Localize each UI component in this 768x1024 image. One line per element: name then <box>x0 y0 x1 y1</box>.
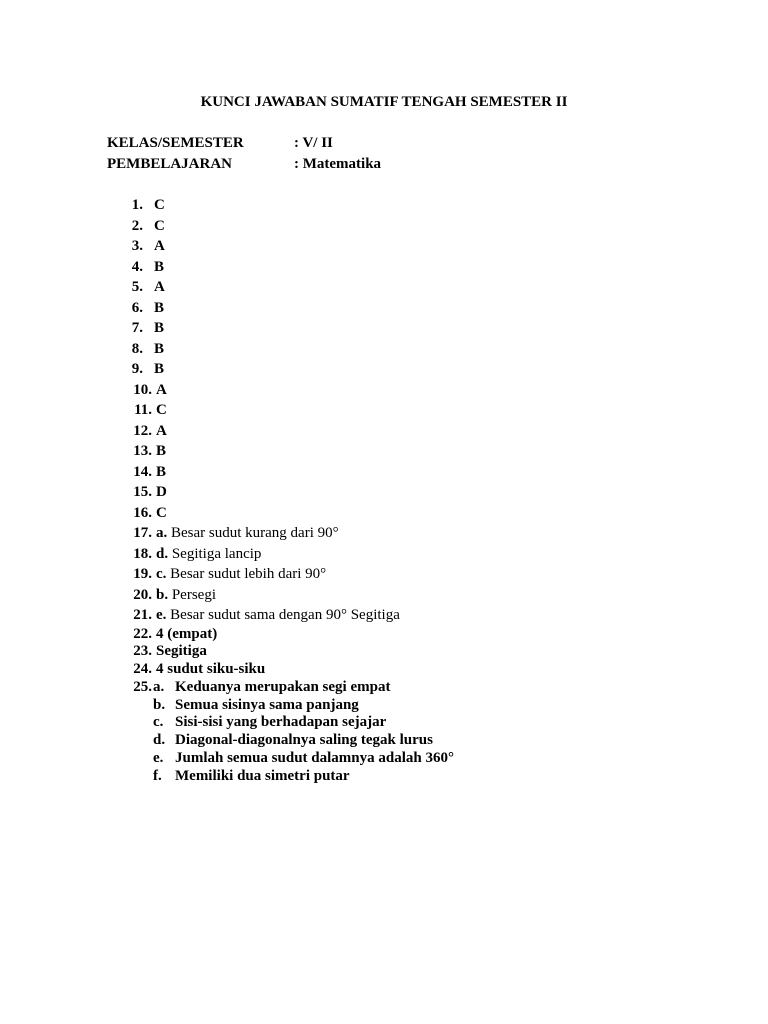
answer-number: 5. <box>131 279 143 295</box>
answer-item <box>107 236 165 256</box>
meta-value: : Matematika <box>294 156 382 172</box>
answer-option-text: Besar sudut kurang dari 90° <box>171 525 339 541</box>
answer-number: 23. <box>133 643 152 660</box>
answer-item <box>107 585 216 605</box>
answer-item <box>107 195 165 215</box>
answer-item <box>107 216 165 236</box>
answer-option-text: Besar sudut sama dengan 90° Segitiga <box>170 607 400 623</box>
answer-text: A <box>154 279 165 295</box>
answer-number: 15. <box>133 484 152 500</box>
answer-number: 2. <box>131 217 143 234</box>
sub-item-letter: b. <box>153 696 166 713</box>
answer-number: 4. <box>131 258 143 275</box>
answer-number: 12. <box>133 422 152 439</box>
answer-text: 4 sudut siku-siku <box>156 660 266 677</box>
answer-item <box>107 298 164 318</box>
answer-number: 7. <box>131 320 143 336</box>
answer-number: 6. <box>131 299 143 316</box>
answer-text: C <box>154 217 165 234</box>
sub-item-letter: c. <box>153 714 164 731</box>
answer-text: C <box>156 504 167 521</box>
answer-number: 17. <box>133 525 152 541</box>
answer-item-25 <box>107 677 156 697</box>
answer-text <box>156 523 339 543</box>
answer-number: 3. <box>131 238 143 254</box>
answer-text: A <box>154 238 165 254</box>
answer-number: 11. <box>134 402 152 418</box>
answer-number: 21. <box>133 607 152 623</box>
answer-25-sub-item <box>153 731 433 749</box>
answer-text: B <box>154 320 165 336</box>
answer-text <box>156 585 216 605</box>
answer-item <box>107 564 326 584</box>
sub-item-letter: a. <box>153 678 165 695</box>
answer-number: 16. <box>133 504 152 521</box>
answer-number: 25. <box>133 678 152 695</box>
sub-item-letter: e. <box>153 750 164 767</box>
answer-text: B <box>154 299 165 316</box>
answer-text: A <box>156 381 167 398</box>
meta-value: : V/ II <box>294 135 333 151</box>
answer-number: 18. <box>133 545 152 562</box>
answer-item <box>107 318 164 338</box>
answer-number: 9. <box>131 361 143 377</box>
answer-25-sub-item <box>153 749 454 767</box>
answer-item <box>107 462 166 482</box>
answer-number: 10. <box>133 381 152 398</box>
answer-number: 14. <box>133 463 152 480</box>
answer-text: B <box>156 463 167 480</box>
answer-item <box>107 339 164 359</box>
answer-option-letter: e. <box>156 607 167 623</box>
answer-text: B <box>154 361 165 377</box>
answer-number: 24. <box>133 660 152 677</box>
answer-25-sub-item <box>153 713 386 731</box>
answer-25-sub-item <box>153 696 359 714</box>
answer-text: B <box>154 340 165 357</box>
sub-item-text: Jumlah semua sudut dalamnya adalah 360° <box>175 750 454 767</box>
sub-item-text: Diagonal-diagonalnya saling tegak lurus <box>175 732 433 749</box>
answer-number: 13. <box>133 443 152 459</box>
answer-option-text: Besar sudut lebih dari 90° <box>170 566 327 582</box>
answer-item <box>107 503 167 523</box>
answer-text: B <box>156 443 167 459</box>
answer-item <box>107 380 167 400</box>
answer-text: D <box>156 484 167 500</box>
answer-item <box>107 482 167 502</box>
sub-item-text: Semua sisinya sama panjang <box>175 696 359 713</box>
answer-number: 8. <box>131 340 143 357</box>
sub-item-letter: f. <box>153 768 162 785</box>
answer-option-text: Segitiga lancip <box>171 545 262 562</box>
answer-text <box>156 605 400 625</box>
answer-item <box>107 605 400 625</box>
answer-item <box>107 544 261 564</box>
answer-number: 19. <box>133 566 152 582</box>
answer-option-letter: b. <box>156 586 169 603</box>
meta-row-kelas <box>107 133 333 153</box>
answer-item <box>107 359 164 379</box>
answer-option-letter: c. <box>156 566 167 582</box>
sub-item-text: Keduanya merupakan segi empat <box>175 678 391 695</box>
meta-label: KELAS/SEMESTER <box>107 135 244 151</box>
answer-text: 4 (empat) <box>156 625 218 642</box>
answer-25-sub-item <box>153 678 390 696</box>
answer-25-sub-item <box>153 767 350 785</box>
answer-item <box>107 400 167 420</box>
answer-number: 20. <box>133 586 152 603</box>
sub-item-text: Sisi-sisi yang berhadapan sejajar <box>175 714 387 731</box>
answer-option-letter: d. <box>156 545 169 562</box>
meta-row-pembelajaran <box>107 154 381 174</box>
answer-text: C <box>156 402 167 418</box>
sub-item-text: Memiliki dua simetri putar <box>175 768 350 785</box>
answer-text <box>156 544 261 564</box>
answer-item <box>107 277 165 297</box>
sub-item-letter: d. <box>153 732 166 749</box>
page-title: KUNCI JAWABAN SUMATIF TENGAH SEMESTER II <box>200 94 568 110</box>
answer-text: A <box>156 422 167 439</box>
answer-number: 22. <box>133 625 152 642</box>
answer-option-text: Persegi <box>171 586 217 603</box>
answer-text: Segitiga <box>156 643 207 660</box>
meta-label: PEMBELAJARAN <box>107 156 233 172</box>
answer-item <box>107 257 164 277</box>
answer-item <box>107 421 167 441</box>
answer-text: B <box>154 258 165 275</box>
answer-item <box>107 441 166 461</box>
answer-item <box>107 523 339 543</box>
answer-number: 1. <box>131 197 143 213</box>
answer-text: C <box>154 197 165 213</box>
answer-option-letter: a. <box>156 525 168 541</box>
answer-text <box>156 564 326 584</box>
